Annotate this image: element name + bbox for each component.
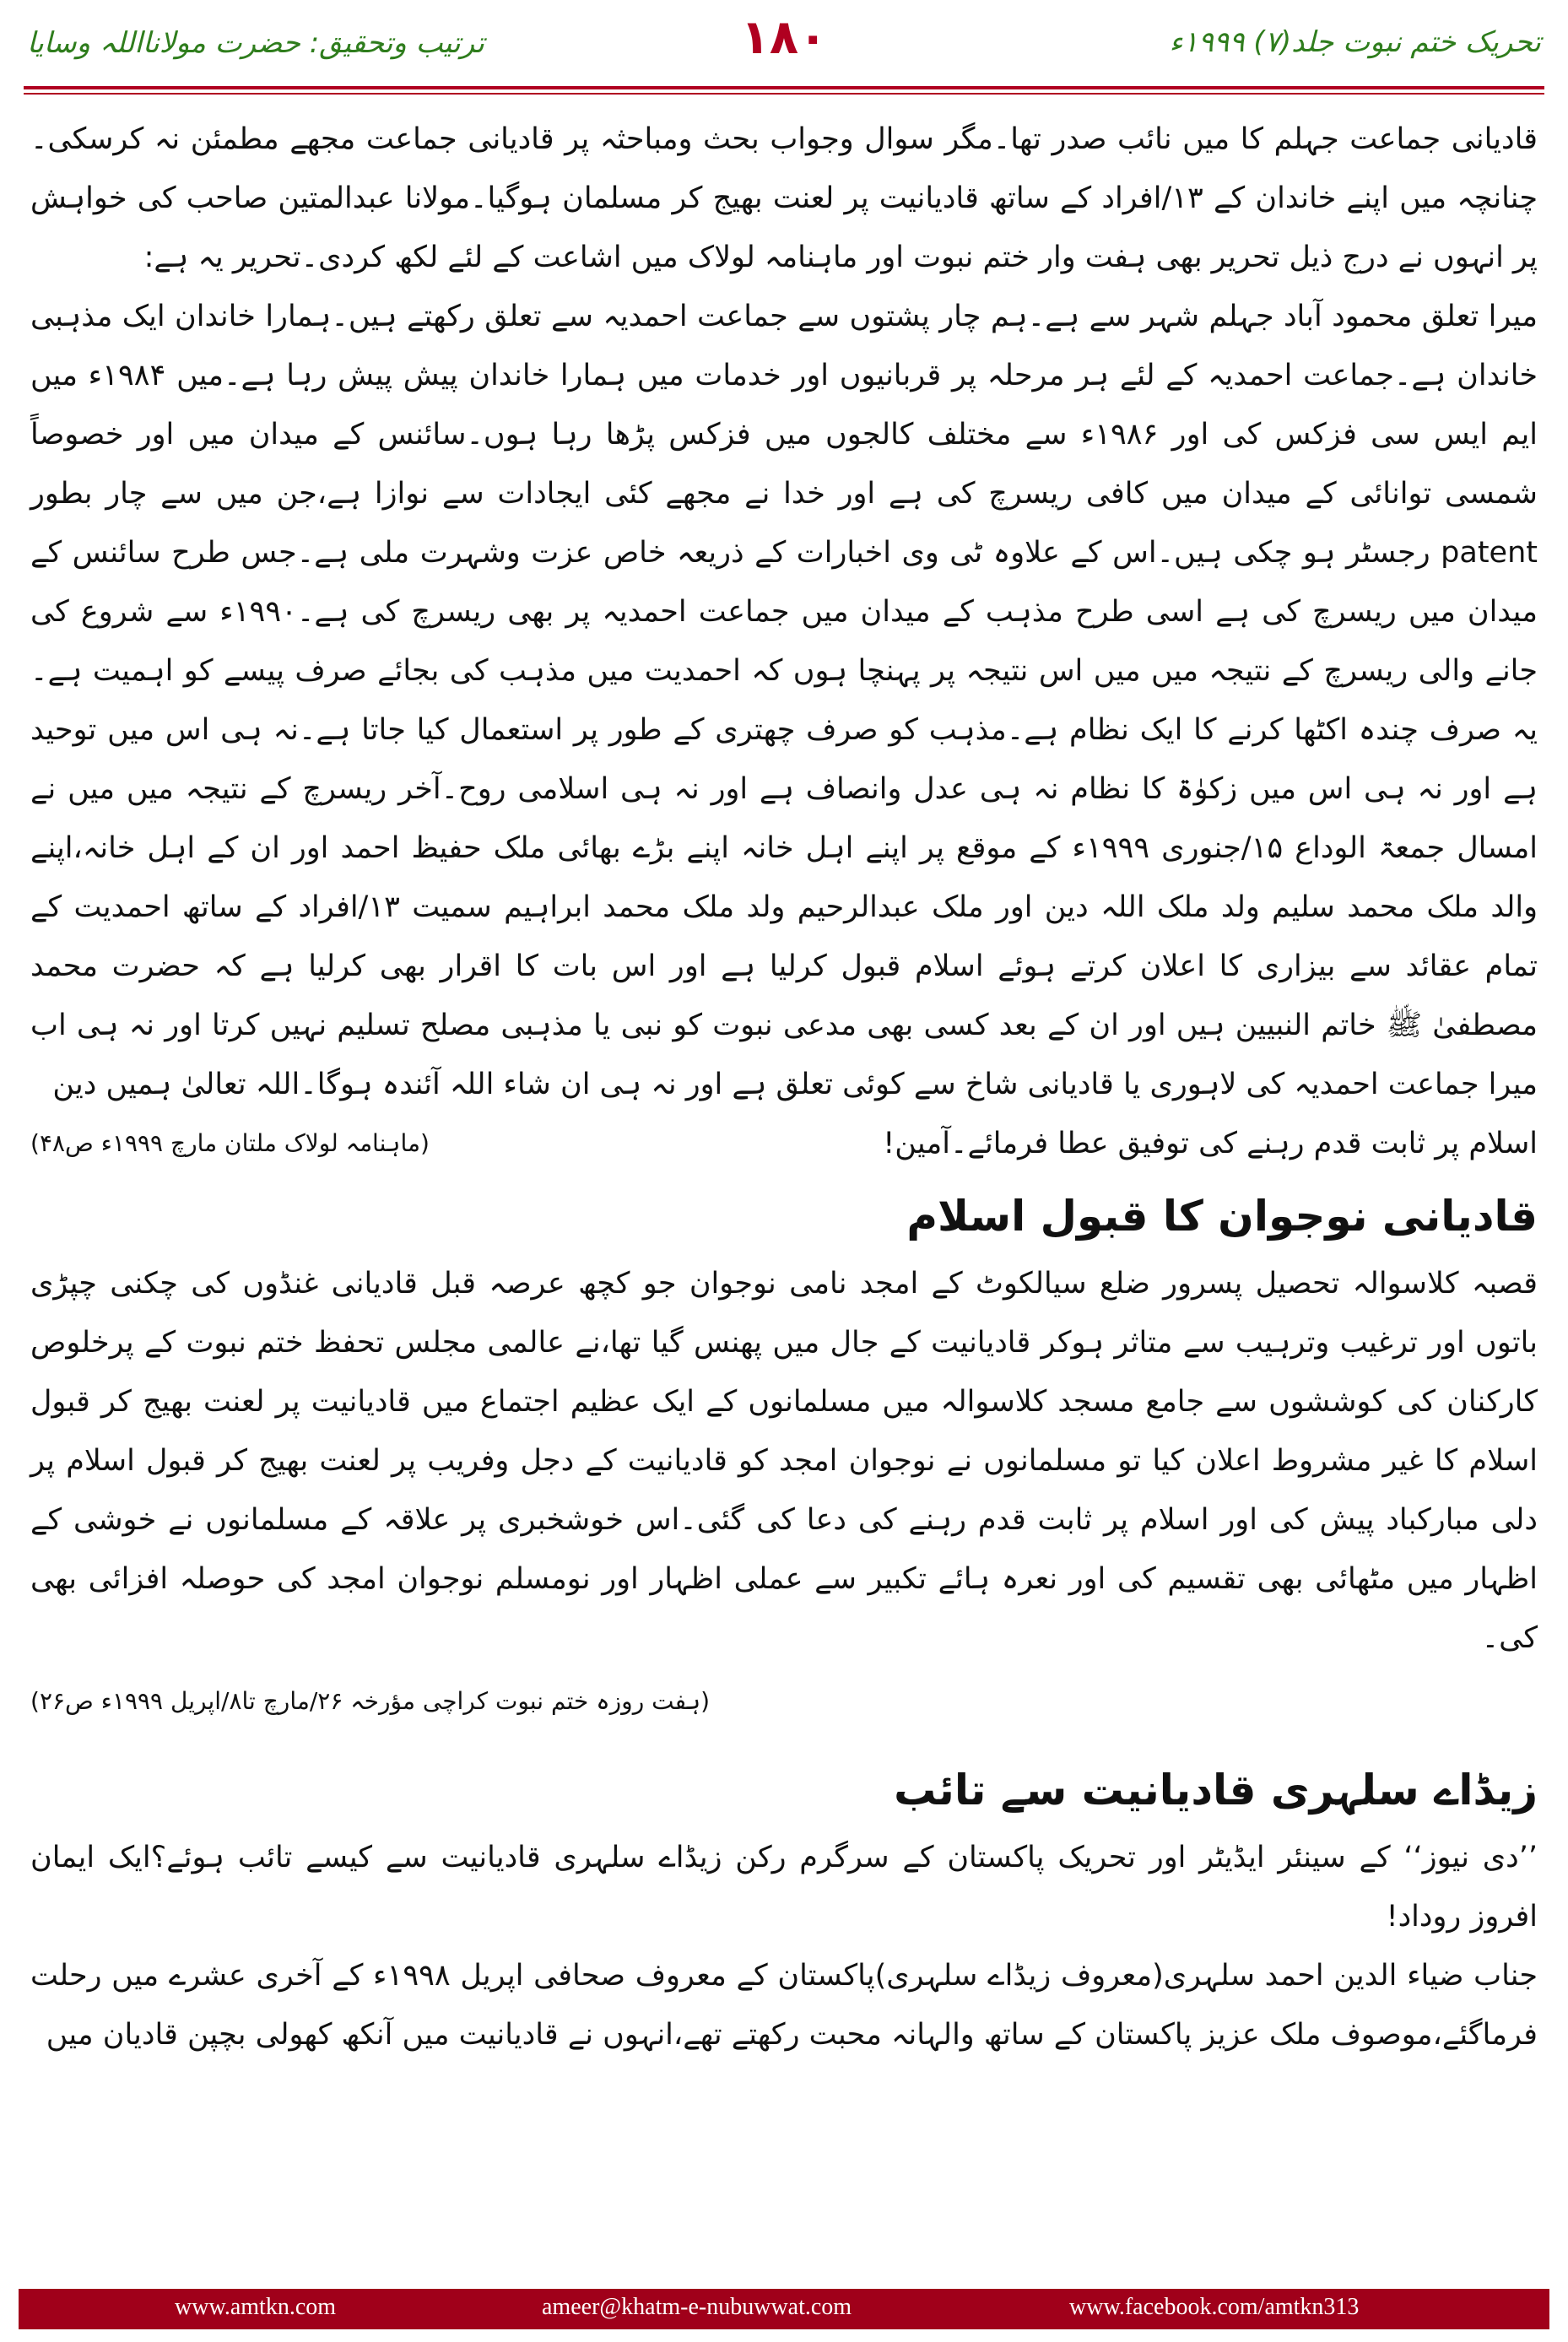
- footer-email-link[interactable]: ameer@khatm-e-nubuwwat.com: [542, 2294, 852, 2320]
- intro-paragraph: قادیانی جماعت جہلم کا میں نائب صدر تھا۔مگر سوال وجواب بحث ومباحثہ پر قادیانی جماعت مجھے مطمئن نہ کرسکی۔چنانچہ میں اپنے خاندان کے ۱۳/افراد کے ساتھ قادیانیت پر لعنت بھیج کر مسلمان ہوگیا۔مولانا عبدالمتین صاحب کی خواہش پر انہوں نے درج ذیل تحریر بھی ہفت وار ختم نبوت اور ماہنامہ لولاک میں اشاعت کے لئے لکھ کردی۔تحریر یہ ہے:: [30, 122, 1538, 274]
- section-paragraph: قصبہ کلاسوالہ تحصیل پسرور ضلع سیالکوٹ کے امجد نامی نوجوان جو کچھ عرصہ قبل قادیانی غنڈوں کی چکنی چپڑی باتوں اور ترغیب وترہیب سے متاثر ہوکر قادیانیت کے جال میں پھنس گیا تھا،نے عالمی مجلس تحفظ ختم نبوت کے پرخلوص کارکنان کی کوششوں سے جامع مسجد کلاسوالہ میں مسلمانوں کے ایک عظیم اجتماع میں قادیانیت پر لعنت بھیج کر قبول اسلام کا غیر مشروط اعلان کیا تو مسلمانوں نے نوجوان امجد کو قادیانیت کے دجل وفریب پر لعنت بھیج کر قبول اسلام پر دلی مبارکباد پیش کی اور اسلام پر ثابت قدم رہنے کی دعا کی گئی۔اس خوشخبری پر علاقہ کے مسلمانوں نے خوشی کے اظہار میں مٹھائی بھی تقسیم کی اور نعرہ ہائے تکبیر سے عملی اظہار اور نومسلم نوجوان امجد کی حوصلہ افزائی بھی کی۔: [30, 1267, 1538, 1655]
- section-subtitle: ’’دی نیوز‘‘ کے سینئر ایڈیٹر اور تحریک پاکستان کے سرگرم رکن زیڈاے سلہری قادیانیت سے کیسے تائب ہوئے؟ایک ایمان افروز روداد!: [30, 1841, 1538, 1934]
- footer-bar: [19, 2289, 1549, 2329]
- statement-paragraph: میرا تعلق محمود آباد جہلم شہر سے ہے۔ہم چار پشتوں سے جماعت احمدیہ سے تعلق رکھتے ہیں۔ہمارا خاندان ایک مذہبی خاندان ہے۔جماعت احمدیہ کے لئے ہر مرحلہ پر قربانیوں اور خدمات میں ہمارا خاندان پیش پیش رہا ہے۔میں ۱۹۸۴ء میں ایم ایس سی فزکس کی اور ۱۹۸۶ء سے مختلف کالجوں میں فزکس پڑھا رہا ہوں۔سائنس کے میدان میں اور خصوصاً شمسی توانائی کے میدان میں کافی ریسرچ کی ہے اور خدا نے مجھے کئی ایجادات سے نوازا ہے،جن میں سے چار بطور patent رجسٹر ہو چکی ہیں۔اس کے علاوہ ٹی وی اخبارات کے ذریعہ خاص عزت وشہرت ملی ہے۔جس طرح سائنس کے میدان میں ریسرچ کی ہے اسی طرح مذہب کے میدان میں جماعت احمدیہ پر بھی ریسرچ کی ہے۔۱۹۹۰ء سے شروع کی جانے والی ریسرچ کے نتیجہ میں میں اس نتیجہ پر پہنچا ہوں کہ احمدیت میں مذہب کی بجائے صرف پیسے کو اہمیت ہے۔یہ صرف چندہ اکٹھا کرنے کا ایک نظام ہے۔مذہب کو صرف چھتری کے طور پر استعمال کیا جاتا ہے۔نہ ہی اس میں توحید ہے اور نہ ہی اس میں زکوٰۃ کا نظام نہ ہی عدل وانصاف ہے اور نہ ہی اسلامی روح۔آخر ریسرچ کے نتیجہ میں میں نے امسال جمعۃ الوداع ۱۵/جنوری ۱۹۹۹ء کے موقع پر اپنے اہل خانہ اپنے بڑے بھائی ملک حفیظ احمد اور ان کے اہل خانہ،اپنے والد ملک محمد سلیم ولد ملک اللہ دین اور ملک عبدالرحیم ولد ملک محمد ابراہیم سمیت ۱۳/افراد کے ساتھ احمدیت کے تمام عقائد سے بیزاری کا اعلان کرتے ہوئے اسلام قبول کرلیا ہے اور اس بات کا اقرار بھی کرلیا ہے کہ حضرت محمد مصطفیٰ ﷺ خاتم النبیین ہیں اور ان کے بعد کسی بھی مدعی نبوت کو نبی یا مذہبی مصلح تسلیم نہیں کرتا اور نہ ہی اب میرا جماعت احمدیہ کی لاہوری یا قادیانی شاخ سے کوئی تعلق ہے اور نہ ہی ان شاء اللہ آئندہ ہوگا۔اللہ تعالیٰ ہمیں دین: [30, 300, 1538, 1101]
- page-content: [30, 110, 1538, 2064]
- closing-row: [30, 1114, 1538, 1173]
- header-divider: [24, 86, 1544, 95]
- page-number: ۱۸۰: [740, 10, 828, 65]
- header-compiler: ترتیب وتحقیق: حضرت مولانااللہ وسایا: [27, 26, 484, 60]
- source-citation: (ہفت روزہ ختم نبوت کراچی مؤرخہ ۲۶/مارچ تا۸/اپریل ۱۹۹۹ء ص۲۶): [30, 1687, 711, 1715]
- header-book-title: تحریک ختم نبوت جلد(۷) ۱۹۹۹ء: [1169, 25, 1541, 59]
- section-paragraph: جناب ضیاء الدین احمد سلہری(معروف زیڈاے سلہری)پاکستان کے معروف صحافی اپریل ۱۹۹۸ء کے آخری عشرے میں رحلت فرماگئے،موصوف ملک عزیز پاکستان کے ساتھ والہانہ محبت رکھتے تھے،انہوں نے قادیانیت میں آنکھ کھولی بچپن قادیان میں: [30, 1959, 1538, 2052]
- section-heading: زیڈاے سلہری قادیانیت سے تائب: [894, 1766, 1538, 1815]
- page-header: [0, 0, 1568, 84]
- closing-line: اسلام پر ثابت قدم رہنے کی توفیق عطا فرمائے۔آمین!: [883, 1127, 1538, 1160]
- footer-facebook-link[interactable]: www.facebook.com/amtkn313: [1069, 2294, 1360, 2320]
- section-heading: قادیانی نوجوان کا قبول اسلام: [906, 1192, 1538, 1241]
- footer-website-link[interactable]: www.amtkn.com: [175, 2294, 337, 2320]
- source-citation: (ماہنامہ لولاک ملتان مارچ ۱۹۹۹ء ص۴۸): [30, 1129, 430, 1157]
